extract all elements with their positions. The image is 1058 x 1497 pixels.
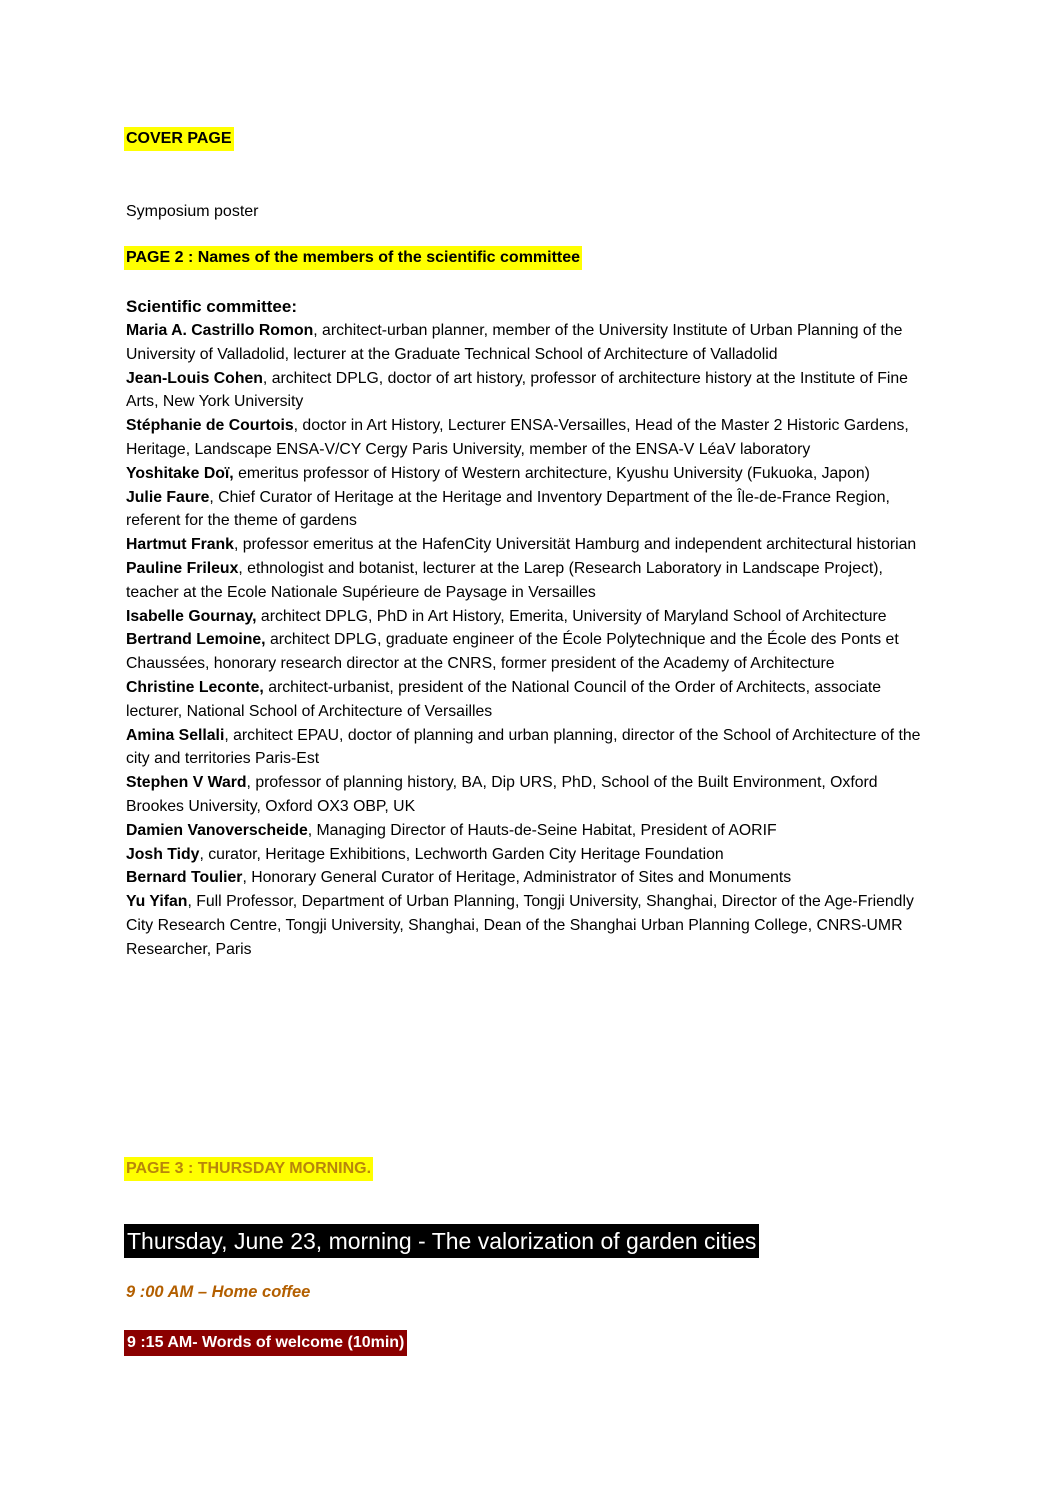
member-name: Christine Leconte, bbox=[126, 678, 264, 696]
home-coffee-entry: 9 :00 AM – Home coffee bbox=[126, 1283, 311, 1301]
member-description: , professor emeritus at the HafenCity Universität Hamburg and independent architectural historian bbox=[233, 536, 917, 554]
page3-heading: PAGE 3 : THURSDAY MORNING. bbox=[124, 1157, 373, 1181]
committee-member bbox=[126, 724, 931, 772]
member-name: Stéphanie de Courtois bbox=[126, 417, 294, 435]
committee-member bbox=[126, 628, 931, 676]
member-name: Bernard Toulier bbox=[126, 869, 243, 887]
committee-title: Scientific committee: bbox=[126, 297, 297, 316]
member-name: Isabelle Gournay, bbox=[126, 607, 257, 625]
member-description: , architect DPLG, doctor of art history, professor of architecture history at the Institute of Fine Arts, New York University bbox=[126, 369, 908, 411]
member-description: emeritus professor of History of Western architecture, Kyushu University (Fukuoka, Japon) bbox=[233, 464, 870, 482]
welcome-entry: 9 :15 AM- Words of welcome (10min) bbox=[124, 1330, 407, 1356]
committee-member bbox=[126, 367, 931, 415]
member-name: Yoshitake Doï, bbox=[126, 464, 234, 482]
member-description: , Full Professor, Department of Urban Planning, Tongji University, Shanghai, Director of the Age-Friendly City Research Centre, Tongji University, Shanghai, Dean of the Shanghai Urban Planning College, CNRS-UMR Researcher, Paris bbox=[126, 893, 914, 958]
committee-member bbox=[126, 605, 931, 629]
member-name: Maria A. Castrillo Romon bbox=[126, 322, 314, 339]
member-name: Bertrand Lemoine, bbox=[126, 631, 266, 649]
member-name: Hartmut Frank bbox=[126, 536, 234, 554]
member-description: , Honorary General Curator of Heritage, Administrator of Sites and Monuments bbox=[242, 869, 792, 887]
thursday-session-title: Thursday, June 23, morning - The valorization of garden cities bbox=[124, 1224, 759, 1258]
member-name: Amina Sellali bbox=[126, 726, 225, 744]
member-description: architect-urbanist, president of the National Council of the Order of Architects, associate lecturer, National School of Architecture of Versailles bbox=[126, 678, 882, 720]
committee-member bbox=[126, 319, 931, 367]
member-description: , architect EPAU, doctor of planning and urban planning, director of the School of Architecture of the city and territories Paris-Est bbox=[126, 726, 921, 768]
committee-member bbox=[126, 462, 931, 486]
committee-member bbox=[126, 486, 931, 534]
committee-member bbox=[126, 676, 931, 724]
member-name: Jean-Louis Cohen bbox=[126, 369, 263, 387]
member-description: , Managing Director of Hauts-de-Seine Habitat, President of AORIF bbox=[307, 821, 777, 839]
member-name: Stephen V Ward bbox=[126, 774, 247, 792]
committee-member bbox=[126, 890, 931, 961]
member-description: , curator, Heritage Exhibitions, Lechworth Garden City Heritage Foundation bbox=[199, 845, 724, 863]
committee-member bbox=[126, 819, 931, 843]
committee-member bbox=[126, 533, 931, 557]
committee-member bbox=[126, 866, 931, 890]
symposium-poster-text: Symposium poster bbox=[126, 203, 259, 220]
committee-member bbox=[126, 557, 931, 605]
member-name: Julie Faure bbox=[126, 488, 210, 506]
member-list bbox=[126, 319, 931, 962]
committee-member bbox=[126, 414, 931, 462]
member-description: architect DPLG, PhD in Art History, Emerita, University of Maryland School of Architecture bbox=[256, 607, 887, 625]
member-description: , professor of planning history, BA, Dip URS, PhD, School of the Built Environment, Oxford Brookes University, Oxford OX3 OBP, UK bbox=[126, 774, 878, 815]
committee-member bbox=[126, 843, 931, 867]
member-description: , architect-urban planner, member of the University Institute of Urban Planning of the University of Valladolid, lecturer at the Graduate Technical School of Architecture of Valladolid bbox=[126, 322, 903, 363]
scientific-committee bbox=[126, 295, 931, 962]
member-description: , doctor in Art History, Lecturer ENSA-Versailles, Head of the Master 2 Historic Gardens, Heritage, Landscape ENSA-V/CY Cergy Paris University, member of the ENSA-V LéaV laboratory bbox=[126, 417, 909, 458]
committee-member bbox=[126, 771, 931, 819]
member-name: Yu Yifan bbox=[126, 893, 188, 911]
member-description: , ethnologist and botanist, lecturer at the Larep (Research Laboratory in Landscape Project), teacher at the Ecole Nationale Supérieure de Paysage in Versailles bbox=[126, 559, 883, 601]
member-name: Josh Tidy bbox=[126, 845, 200, 863]
cover-page-label: COVER PAGE bbox=[124, 127, 234, 151]
member-name: Damien Vanoverscheide bbox=[126, 821, 308, 839]
member-name: Pauline Frileux bbox=[126, 559, 239, 577]
page2-heading: PAGE 2 : Names of the members of the scientific committee bbox=[124, 246, 582, 270]
member-description: architect DPLG, graduate engineer of the École Polytechnique and the École des Ponts et Chaussées, honorary research director at the CNRS, former president of the Academy of Architecture bbox=[126, 631, 899, 673]
member-description: , Chief Curator of Heritage at the Heritage and Inventory Department of the Île-de-France Region, referent for the theme of gardens bbox=[126, 488, 890, 530]
